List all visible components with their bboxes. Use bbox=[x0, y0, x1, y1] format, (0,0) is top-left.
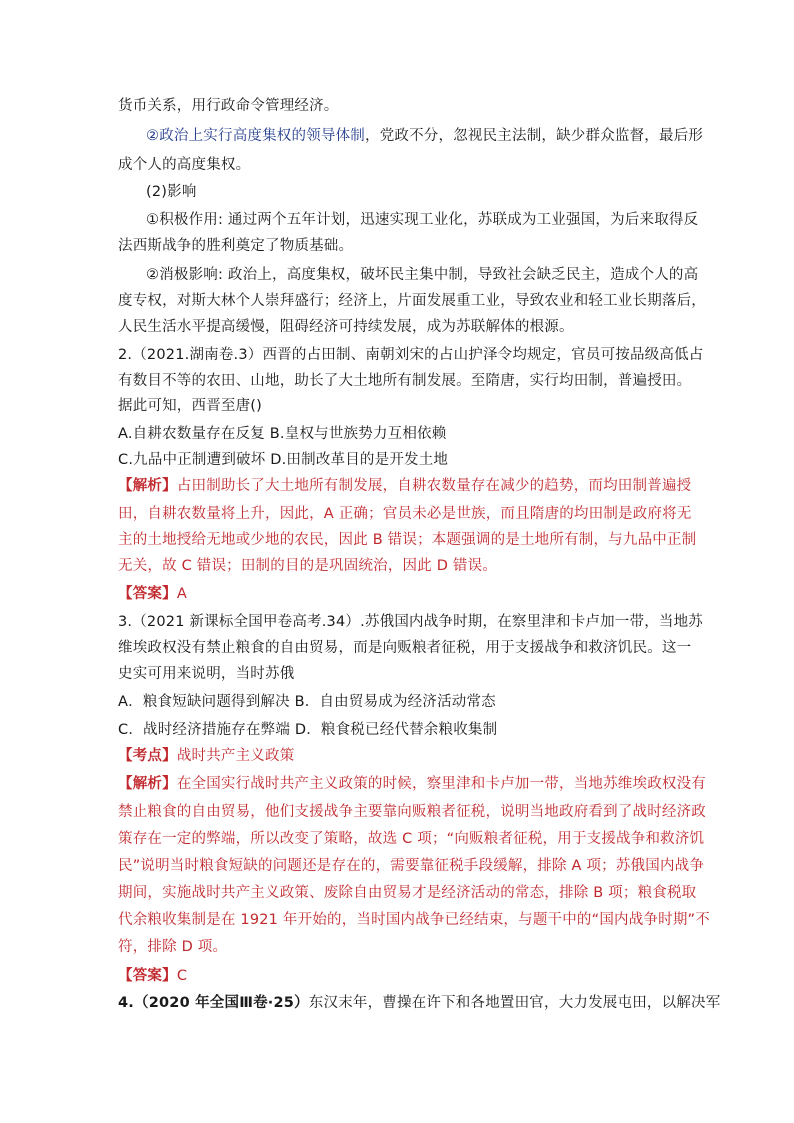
text-line: 货币关系，用行政命令管理经济。 bbox=[118, 98, 339, 114]
question-4-label: 4.（2020 年全国Ⅲ卷·25） bbox=[118, 995, 309, 1011]
question-3-point bbox=[118, 746, 294, 766]
question-2-analysis bbox=[118, 476, 691, 496]
question-3-analysis: 符，排除 D 项。 bbox=[118, 939, 228, 955]
question-4-text: 东汉末年，曹操在许下和各地置田官，大力发展屯田，以解决军 bbox=[308, 995, 721, 1011]
text-line bbox=[146, 126, 703, 146]
analysis-text: 在全国实行战时共产主义政策的时候，察里津和卡卢加一带，当地苏维埃政权没有 bbox=[176, 776, 707, 792]
question-3-stem: 史实可用来说明，当时苏俄 bbox=[118, 666, 295, 682]
question-2-stem: 2.（2021.湖南卷.3）西晋的占田制、南朝刘宋的占山护泽令均规定，官员可按品级高低占 bbox=[118, 347, 704, 363]
answer-value: A bbox=[176, 586, 187, 602]
question-3-stem: 维埃政权没有禁止粮食的自由贸易，而是向贩粮者征税，用于支援战争和救济饥民。这一 bbox=[118, 640, 692, 656]
text-line: ②消极影响: 政治上，高度集权，破坏民主集中制，导致社会缺乏民主，造成个人的高 bbox=[146, 267, 699, 283]
answer-value: C bbox=[176, 968, 188, 984]
analysis-label: 【解析】 bbox=[118, 776, 177, 792]
question-4-stem bbox=[118, 993, 720, 1013]
question-3-analysis: 代余粮收集制是在 1921 年开始的，当时国内战争已经结束，与题干中的“国内战争时期”不 bbox=[118, 912, 710, 928]
question-2-analysis: 田，自耕农数量将上升，因此，A 正确；官员未必是世族，而且隋唐的均田制是政府将无 bbox=[118, 506, 692, 522]
text-line: 人民生活水平提高缓慢，阻碍经济可持续发展，成为苏联解体的根源。 bbox=[118, 319, 574, 335]
question-3-analysis: 期间，实施战时共产主义政策、废除自由贸易才是经济活动的常态，排除 B 项；粮食税取 bbox=[118, 885, 697, 901]
highlighted-phrase: ②政治上实行高度集权的领导体制 bbox=[146, 128, 365, 144]
point-label: 【考点】 bbox=[118, 748, 177, 764]
question-2-options: C.九品中正制遭到破坏 D.田制改革目的是开发土地 bbox=[118, 452, 449, 468]
text-line: 度专权，对斯大林个人崇拜盛行；经济上，片面发展重工业，导致农业和轻工业长期落后， bbox=[118, 293, 706, 309]
question-2-stem: 据此可知，西晋至唐() bbox=[118, 398, 263, 414]
question-3-analysis: 民”说明当时粮食短缺的问题还是存在的，需要靠征税手段缓解，排除 A 项；苏俄国内战争 bbox=[118, 858, 705, 874]
question-3-analysis: 禁止粮食的自由贸易，他们支援战争主要靠向贩粮者征税，说明当地政府看到了战时经济政 bbox=[118, 804, 706, 820]
section-heading: (2)影响 bbox=[146, 184, 197, 200]
question-3-stem: 3.（2021 新课标全国甲卷高考.34）.苏俄国内战争时期，在察里津和卡卢加一带，当地苏 bbox=[118, 614, 704, 630]
question-3-analysis bbox=[118, 774, 706, 794]
question-2-stem: 有数目不等的农田、山地，助长了大土地所有制发展。至隋唐，实行均田制，普遍授田。 bbox=[118, 373, 692, 389]
text-line: ①积极作用: 通过两个五年计划，迅速实现工业化，苏联成为工业强国，为后来取得反 bbox=[146, 212, 699, 228]
point-text: 战时共产主义政策 bbox=[176, 748, 295, 764]
analysis-label: 【解析】 bbox=[118, 478, 177, 494]
question-2-analysis: 无关，故 C 错误；田制的目的是巩固统治，因此 D 错误。 bbox=[118, 558, 498, 574]
answer-label: 【答案】 bbox=[118, 968, 177, 984]
question-2-analysis: 主的土地授给无地或少地的农民，因此 B 错误；本题强调的是土地所有制，与九品中正制 bbox=[118, 532, 697, 548]
text-line: 成个人的高度集权。 bbox=[118, 157, 251, 173]
question-3-options: A．粮食短缺问题得到解决 B．自由贸易成为经济活动常态 bbox=[118, 694, 496, 710]
answer-label: 【答案】 bbox=[118, 586, 177, 602]
text-fragment: ，党政不分，忽视民主法制，缺少群众监督，最后形 bbox=[365, 128, 704, 144]
question-2-answer bbox=[118, 584, 187, 604]
analysis-text: 占田制助长了大土地所有制发展，自耕农数量存在减少的趋势，而均田制普遍授 bbox=[176, 478, 692, 494]
question-3-analysis: 策存在一定的弊端，所以改变了策略，故选 C 项；“向贩粮者征税，用于支援战争和救济饥 bbox=[118, 831, 705, 847]
question-3-answer bbox=[118, 966, 187, 986]
question-3-options: C．战时经济措施存在弊端 D．粮食税已经代替余粮收集制 bbox=[118, 722, 498, 738]
text-line: 法西斯战争的胜利奠定了物质基础。 bbox=[118, 238, 354, 254]
question-2-options: A.自耕农数量存在反复 B.皇权与世族势力互相依赖 bbox=[118, 426, 447, 442]
